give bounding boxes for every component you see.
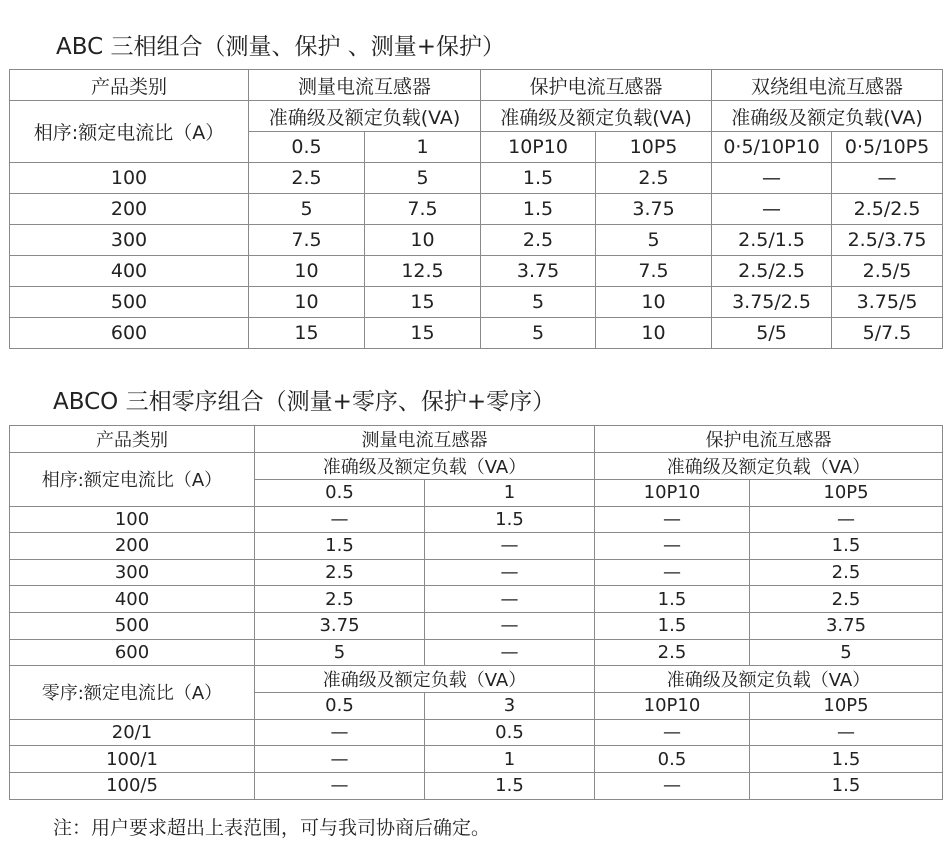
accuracy-header: 准确级及额定负载（VA） (595, 666, 943, 693)
class-header: 1 (425, 480, 595, 507)
accuracy-header: 准确级及额定负载（VA） (255, 453, 595, 480)
group-header-dual: 双绕组电流互感器 (712, 70, 943, 101)
class-header: 10P10 (595, 480, 750, 507)
value-cell: — (832, 163, 943, 194)
value-cell: 1.5 (481, 163, 596, 194)
class-header: 10P5 (750, 480, 943, 507)
value-cell: 1.5 (750, 772, 943, 799)
ratio-cell: 100/1 (10, 746, 255, 773)
category-header: 产品类别 (10, 426, 255, 453)
class-header: 10P5 (596, 132, 712, 163)
group-header-protect: 保护电流互感器 (481, 70, 712, 101)
value-cell: 10 (249, 287, 365, 318)
zero-header-row (10, 666, 943, 693)
value-cell: 5 (481, 318, 596, 349)
value-cell: 5 (596, 225, 712, 256)
class-header: 0.5 (255, 480, 425, 507)
group-header-measure: 测量电流互感器 (249, 70, 481, 101)
table-row (10, 533, 943, 560)
value-cell: 5 (255, 639, 425, 666)
table-row (10, 719, 943, 746)
value-cell: 15 (365, 287, 481, 318)
value-cell: 2.5/5 (832, 256, 943, 287)
ratio-cell: 100 (10, 163, 249, 194)
table-row (10, 746, 943, 773)
class-header: 3 (425, 693, 595, 720)
ratio-header: 相序:额定电流比（A） (10, 101, 249, 163)
zero-ratio-header: 零序:额定电流比（A） (10, 666, 255, 720)
class-header: 10P10 (595, 693, 750, 720)
category-header: 产品类别 (10, 70, 249, 101)
value-cell: — (425, 586, 595, 613)
value-cell: 3.75 (596, 194, 712, 225)
value-cell: — (425, 559, 595, 586)
accuracy-header: 准确级及额定负载(VA) (249, 101, 481, 132)
value-cell: 2.5/1.5 (712, 225, 832, 256)
value-cell: 1.5 (595, 612, 750, 639)
value-cell: 2.5 (596, 163, 712, 194)
table1-title: ABC 三相组合（测量、保护 、测量+保护） (56, 34, 506, 60)
ratio-cell: 600 (10, 318, 249, 349)
value-cell: — (595, 719, 750, 746)
value-cell: — (595, 533, 750, 560)
value-cell: — (750, 506, 943, 533)
value-cell: — (425, 612, 595, 639)
value-cell: 1.5 (481, 194, 596, 225)
value-cell: 2.5 (255, 559, 425, 586)
value-cell: — (750, 719, 943, 746)
table-row (10, 586, 943, 613)
value-cell: 10 (596, 287, 712, 318)
table-row (10, 612, 943, 639)
class-header: 0·5/10P5 (832, 132, 943, 163)
table2-title: ABCO 三相零序组合（测量+零序、保护+零序） (53, 389, 556, 415)
value-cell: 3.75/2.5 (712, 287, 832, 318)
ratio-header: 相序:额定电流比（A） (10, 453, 255, 507)
value-cell: — (255, 506, 425, 533)
value-cell: 2.5 (255, 586, 425, 613)
ratio-cell: 100 (10, 506, 255, 533)
value-cell: — (255, 746, 425, 773)
table-row (10, 639, 943, 666)
class-header: 0.5 (255, 693, 425, 720)
table1 (9, 69, 943, 349)
table-row (10, 772, 943, 799)
table-row (10, 225, 943, 256)
accuracy-header: 准确级及额定负载（VA） (595, 453, 943, 480)
value-cell: — (255, 719, 425, 746)
ratio-cell: 500 (10, 612, 255, 639)
value-cell: — (425, 639, 595, 666)
value-cell: 5 (365, 163, 481, 194)
accuracy-header: 准确级及额定负载(VA) (481, 101, 712, 132)
value-cell: — (712, 194, 832, 225)
ratio-cell: 600 (10, 639, 255, 666)
value-cell: 2.5 (249, 163, 365, 194)
value-cell: — (712, 163, 832, 194)
accuracy-header: 准确级及额定负载(VA) (712, 101, 943, 132)
ratio-cell: 400 (10, 586, 255, 613)
value-cell: 1.5 (255, 533, 425, 560)
value-cell: 1.5 (750, 533, 943, 560)
ratio-cell: 200 (10, 533, 255, 560)
value-cell: — (595, 559, 750, 586)
value-cell: 3.75 (481, 256, 596, 287)
value-cell: 0.5 (425, 719, 595, 746)
value-cell: 5 (750, 639, 943, 666)
table-row (10, 194, 943, 225)
value-cell: 0.5 (595, 746, 750, 773)
accuracy-header: 准确级及额定负载（VA） (255, 666, 595, 693)
table-row (10, 506, 943, 533)
value-cell: 7.5 (365, 194, 481, 225)
value-cell: 12.5 (365, 256, 481, 287)
ratio-cell: 300 (10, 225, 249, 256)
ratio-cell: 20/1 (10, 719, 255, 746)
value-cell: 2.5 (595, 639, 750, 666)
ratio-cell: 500 (10, 287, 249, 318)
ratio-cell: 200 (10, 194, 249, 225)
value-cell: 1.5 (425, 506, 595, 533)
value-cell: 1.5 (750, 746, 943, 773)
ratio-cell: 400 (10, 256, 249, 287)
value-cell: — (255, 772, 425, 799)
table-row (10, 318, 943, 349)
class-header: 0·5/10P10 (712, 132, 832, 163)
value-cell: 3.75/5 (832, 287, 943, 318)
group-header-protect: 保护电流互感器 (595, 426, 943, 453)
value-cell: 15 (365, 318, 481, 349)
value-cell: 5 (249, 194, 365, 225)
value-cell: 2.5 (750, 586, 943, 613)
value-cell: 2.5/2.5 (832, 194, 943, 225)
class-header: 0.5 (249, 132, 365, 163)
class-header: 10P5 (750, 693, 943, 720)
value-cell: 10 (365, 225, 481, 256)
group-header-measure: 测量电流互感器 (255, 426, 595, 453)
value-cell: 3.75 (750, 612, 943, 639)
table2 (9, 425, 943, 800)
ratio-cell: 100/5 (10, 772, 255, 799)
class-header: 1 (365, 132, 481, 163)
value-cell: 10 (249, 256, 365, 287)
table-row (10, 287, 943, 318)
value-cell: 2.5/3.75 (832, 225, 943, 256)
ratio-cell: 300 (10, 559, 255, 586)
value-cell: 1.5 (425, 772, 595, 799)
table-row (10, 163, 943, 194)
value-cell: 5/5 (712, 318, 832, 349)
value-cell: 5/7.5 (832, 318, 943, 349)
value-cell: 10 (596, 318, 712, 349)
value-cell: 7.5 (249, 225, 365, 256)
table-row (10, 559, 943, 586)
value-cell: 1.5 (595, 586, 750, 613)
value-cell: — (595, 772, 750, 799)
value-cell: 2.5/2.5 (712, 256, 832, 287)
table-row (10, 256, 943, 287)
value-cell: 2.5 (481, 225, 596, 256)
value-cell: — (595, 506, 750, 533)
value-cell: — (425, 533, 595, 560)
value-cell: 3.75 (255, 612, 425, 639)
value-cell: 7.5 (596, 256, 712, 287)
class-header: 10P10 (481, 132, 596, 163)
value-cell: 2.5 (750, 559, 943, 586)
footnote: 注：用户要求超出上表范围，可与我司协商后确定。 (53, 817, 491, 839)
value-cell: 1 (425, 746, 595, 773)
value-cell: 15 (249, 318, 365, 349)
value-cell: 5 (481, 287, 596, 318)
